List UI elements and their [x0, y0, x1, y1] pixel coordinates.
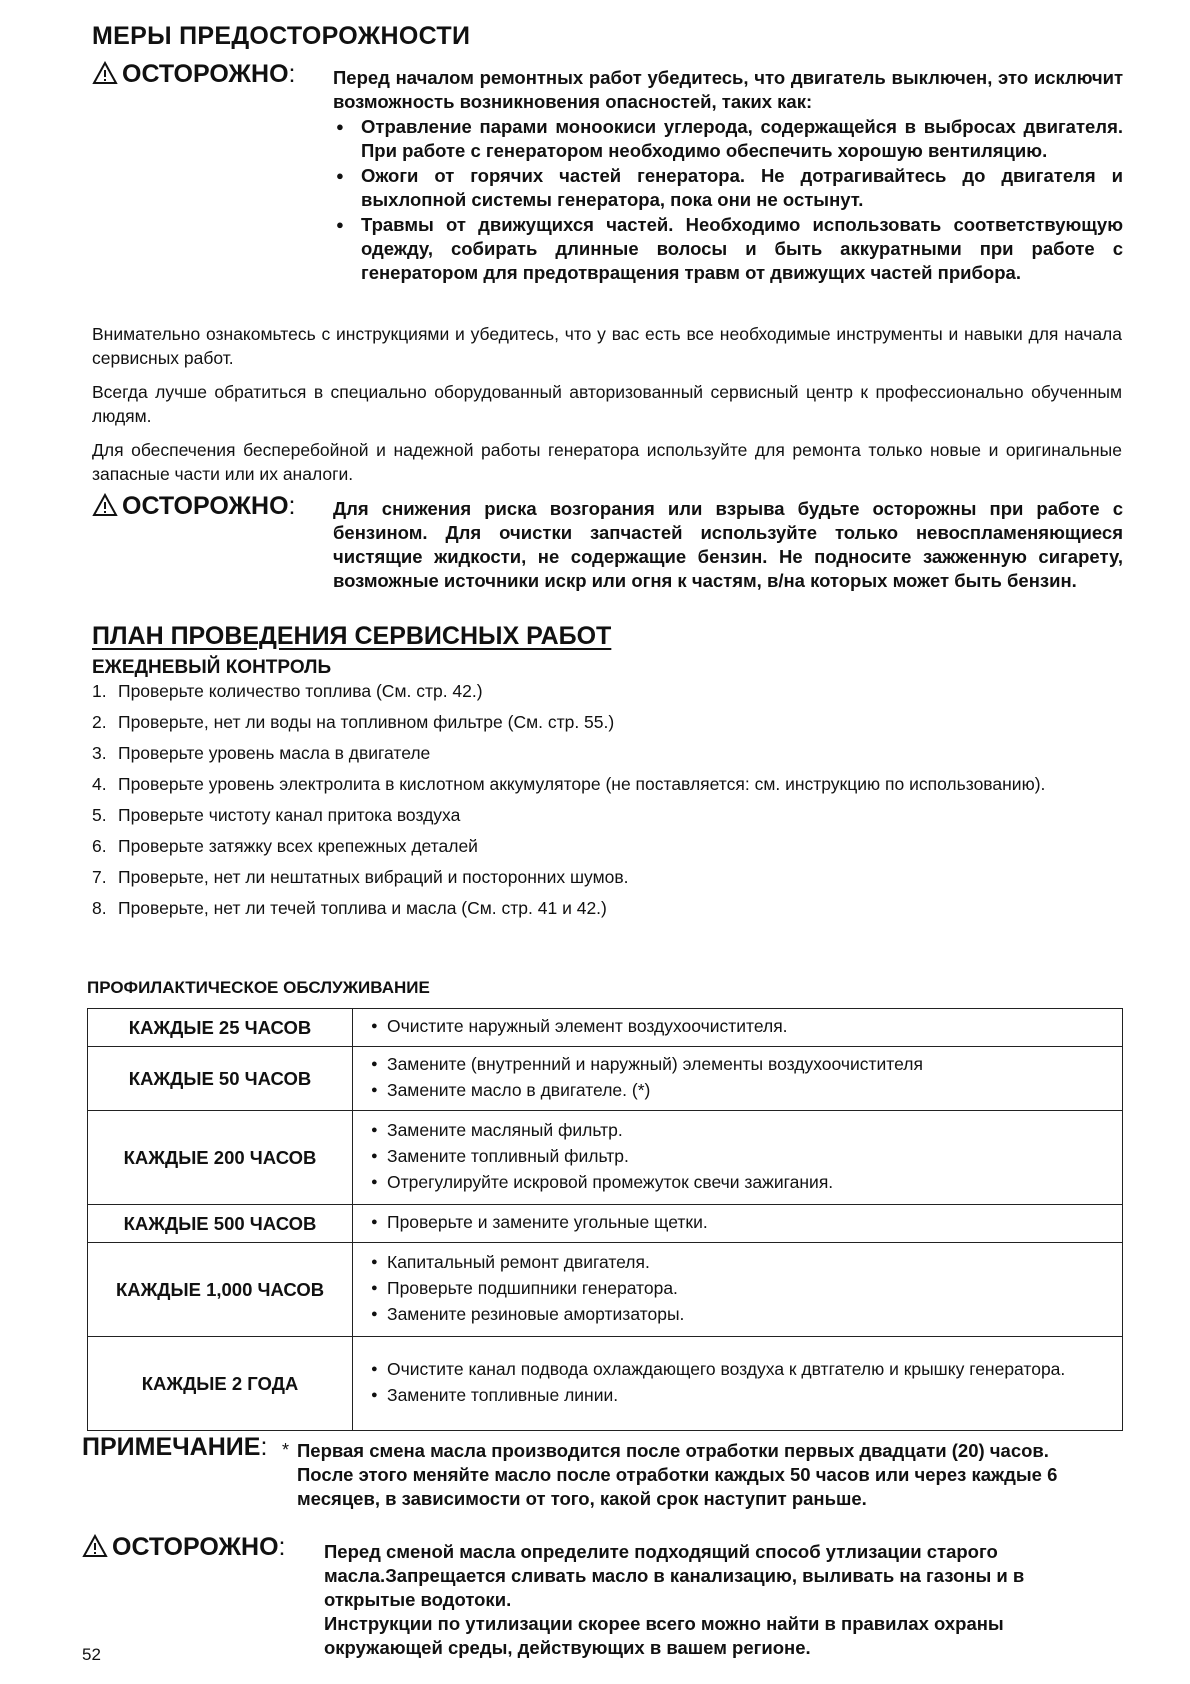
task-item: ● Капитальный ремонт двигателя. [371, 1252, 1112, 1273]
warning-label-3 [82, 1533, 285, 1565]
tasks-cell [353, 1337, 1123, 1431]
note-body [297, 1439, 1077, 1511]
task-item: ● Очистите канал подвода охлаждающего воздуха к двтгателю и крышку генератора. [371, 1359, 1112, 1380]
warning-label-text: ОСТОРОЖНО [122, 60, 289, 88]
tasks-cell [353, 1205, 1123, 1243]
task-item: ● Очистите наружный элемент воздухоочистителя. [371, 1016, 1112, 1037]
final-warning-body [324, 1540, 1114, 1660]
list-item: 3. Проверьте уровень масла в двигателе [92, 743, 431, 763]
period-cell: КАЖДЫЕ 200 ЧАСОВ [88, 1111, 353, 1205]
warning-label-1 [92, 60, 295, 92]
list-item: 2. Проверьте, нет ли воды на топливном фильтре (См. стр. 55.) [92, 712, 615, 732]
task-item: ● Проверьте и замените угольные щетки. [371, 1212, 1112, 1233]
note-asterisk: * [282, 1440, 290, 1460]
warning-triangle-icon [92, 493, 118, 524]
warning-colon: : [288, 60, 296, 88]
list-item: 8. Проверьте, нет ли течей топлива и масла (См. стр. 41 и 42.) [92, 898, 607, 918]
tasks-cell [353, 1243, 1123, 1337]
list-item: 4. Проверьте уровень электролита в кислотном аккумуляторе (не поставляется: см. инструкцию по использованию). [92, 774, 1046, 794]
task-item: ● Замените топливный фильтр. [371, 1146, 1112, 1167]
warning-bullet: ● Отравление парами моноокиси углерода, содержащейся в выбросах двигателя. При работе с генератором необходимо обеспечить хорошую вентиляцию. [333, 115, 1123, 163]
warning-1-body [333, 66, 1123, 285]
tasks-cell [353, 1009, 1123, 1047]
table-row [88, 1009, 1123, 1047]
warning-label-text: ОСТОРОЖНО [122, 492, 289, 520]
note-line: Первая смена масла производится после отработки первых двадцати (20) часов. [297, 1440, 1049, 1461]
list-item: 1. Проверьте количество топлива (См. стр. 42.) [92, 681, 483, 701]
note-label: ПРИМЕЧАНИЕ: [82, 1433, 268, 1461]
intro-paragraph: Всегда лучше обратиться в специально оборудованный авторизованный сервисный центр к профессионально обученным людям. [92, 382, 1122, 426]
tasks-cell [353, 1047, 1123, 1111]
warning-1-intro: Перед началом ремонтных работ убедитесь, что двигатель выключен, это исключит возможность возникновения опасностей, таких как: [333, 67, 1123, 112]
page-number: 52 [82, 1645, 101, 1664]
warning-colon: : [288, 492, 296, 520]
intro-paragraph: Для обеспечения бесперебойной и надежной работы генератора используйте для ремонта только новые и оригинальные запасные части или их аналоги. [92, 440, 1122, 484]
table-row [88, 1111, 1123, 1205]
warning-bullet: ● Ожоги от горячих частей генератора. Не дотрагивайтесь до двигателя и выхлопной системы генератора, пока они не остынут. [333, 164, 1123, 212]
task-item: ● Замените топливные линии. [371, 1385, 1112, 1406]
task-item: ● Замените масло в двигателе. (*) [371, 1080, 1112, 1101]
warning-triangle-icon [82, 1534, 108, 1565]
warning-bullet: ● Травмы от движущихся частей. Необходимо использовать соответствующую одежду, собирать длинные волосы и быть аккуратными при работе с генератором для предотвращения травм от движущих частей прибора. [333, 213, 1123, 285]
period-cell: КАЖДЫЕ 50 ЧАСОВ [88, 1047, 353, 1111]
period-cell: КАЖДЫЕ 2 ГОДА [88, 1337, 353, 1431]
warning-2-body: Для снижения риска возгорания или взрыва будьте осторожны при работе с бензином. Для очистки запчастей используйте только невоспламеняющиеся чистящие жидкости, не содержащие бензин. Не подносите зажженную сигарету, возможные источники искр или огня к частям, в/на которых может быть бензин. [333, 498, 1123, 591]
intro-paragraph: Внимательно ознакомьтесь с инструкциями и убедитесь, что у вас есть все необходимые инструменты и навыки для начала сервисных работ. [92, 324, 1122, 368]
maintenance-title: ПРОФИЛАКТИЧЕСКОЕ ОБСЛУЖИВАНИЕ [87, 978, 430, 997]
final-warning-line: Инструкции по утилизации скорее всего можно найти в правилах охраны окружающей среды, действующих в вашем регионе. [324, 1613, 1004, 1658]
task-item: ● Замените (внутренний и наружный) элементы воздухоочистителя [371, 1054, 1112, 1075]
list-item: 5. Проверьте чистоту канал притока воздуха [92, 805, 461, 825]
maintenance-schedule-table [87, 1008, 1123, 1431]
warning-1-list [333, 115, 1123, 285]
period-cell: КАЖДЫЕ 25 ЧАСОВ [88, 1009, 353, 1047]
task-item: ● Замените масляный фильтр. [371, 1120, 1112, 1141]
warning-label-2 [92, 492, 295, 524]
table-row [88, 1337, 1123, 1431]
task-item: ● Отрегулируйте искровой промежуток свечи зажигания. [371, 1172, 1112, 1193]
safety-title: МЕРЫ ПРЕДОСТОРОЖНОСТИ [92, 22, 471, 50]
list-item: 6. Проверьте затяжку всех крепежных деталей [92, 836, 478, 856]
warning-colon: : [278, 1533, 286, 1561]
warning-label-text: ОСТОРОЖНО [112, 1533, 279, 1561]
table-row [88, 1205, 1123, 1243]
period-cell: КАЖДЫЕ 1,000 ЧАСОВ [88, 1243, 353, 1337]
service-plan-title: ПЛАН ПРОВЕДЕНИЯ СЕРВИСНЫХ РАБОТ [92, 622, 612, 650]
period-cell: КАЖДЫЕ 500 ЧАСОВ [88, 1205, 353, 1243]
daily-check-list [92, 680, 1122, 928]
warning-triangle-icon [92, 61, 118, 92]
daily-check-title: ЕЖЕДНЕВЫЙ КОНТРОЛЬ [92, 657, 332, 678]
list-item: 7. Проверьте, нет ли нештатных вибраций и посторонних шумов. [92, 867, 629, 887]
final-warning-line: Перед сменой масла определите подходящий способ утлизации старого масла.Запрещается сливать масло в канализацию, выливать на газоны и в открытые водотоки. [324, 1541, 1025, 1610]
tasks-cell [353, 1111, 1123, 1205]
note-line: После этого меняйте масло после отработки каждых 50 часов или через каждые 6 месяцев, в зависимости от того, какой срок наступит раньше. [297, 1464, 1058, 1509]
task-item: ● Замените резиновые амортизаторы. [371, 1304, 1112, 1325]
task-item: ● Проверьте подшипники генератора. [371, 1278, 1112, 1299]
table-row [88, 1047, 1123, 1111]
table-row [88, 1243, 1123, 1337]
